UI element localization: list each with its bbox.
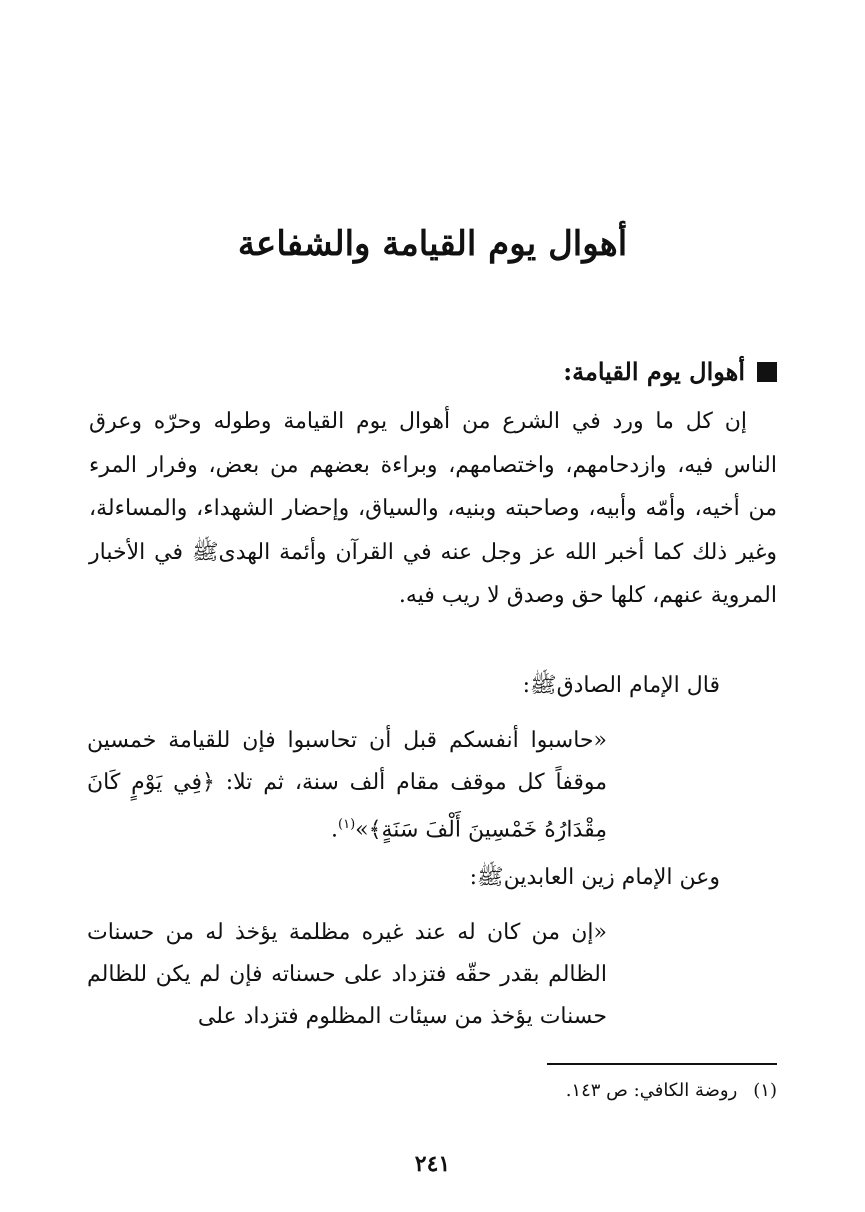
section-heading-text: أهوال يوم القيامة: xyxy=(563,357,745,386)
footnote-reference[interactable]: (١) xyxy=(338,817,356,832)
body-paragraph-text: إن كل ما ورد في الشرع من أهوال يوم القيامة وطوله وحرّه وعرق الناس فيه، وازدحامهم، واختصامهم، وبراءة بعضهم من بعض، وفرار المرء من أخيه، وأمّه وأبيه، وصاحبته وبنيه، والسياق، وإحضار الشهداء، والمساءلة، وغير ذلك كما أخبر الله عز وجل عنه في القرآن وأئمة الهدىﷺ في الأخبار المروية عنهم، كلها حق وصدق لا ريب فيه. xyxy=(89,409,777,608)
quote2-text: «إن من كان له عند غيره مظلمة يؤخذ له من حسنات الظالم بقدر حقّه فتزداد على حسناته فإن لم يكن للظالم حسنات يؤخذ من سيئات المظلوم فتزداد على xyxy=(87,920,607,1029)
square-bullet-icon xyxy=(757,362,777,382)
section-heading xyxy=(77,352,777,392)
page-number: ٢٤١ xyxy=(414,1151,451,1177)
quote1-intro: قال الإمام الصادقﷺ: xyxy=(522,673,720,698)
chapter-title: أهوال يوم القيامة والشفاعة xyxy=(237,224,628,264)
footnote xyxy=(89,1076,777,1106)
footnote-divider xyxy=(547,1063,777,1065)
quote1-end: . xyxy=(331,817,339,843)
footnote-text: روضة الكافي: ص ١٤٣. xyxy=(565,1080,738,1101)
quote2-intro: وعن الإمام زين العابدينﷺ: xyxy=(469,865,720,890)
quote1-text-block xyxy=(87,720,607,851)
quote2-text-block xyxy=(87,912,607,1038)
body-paragraph xyxy=(89,400,777,618)
quote1-text: «حاسبوا أنفسكم قبل أن تحاسبوا فإن للقيامة خمسين موقفاً كل موقف مقام ألف سنة، ثم تلا: ﴿فِي يَوْمٍ كَانَ مِقْدَارُهُ خَمْسِينَ أَلْفَ سَنَةٍ﴾» xyxy=(87,728,607,843)
footnote-number: (١) xyxy=(753,1080,777,1101)
